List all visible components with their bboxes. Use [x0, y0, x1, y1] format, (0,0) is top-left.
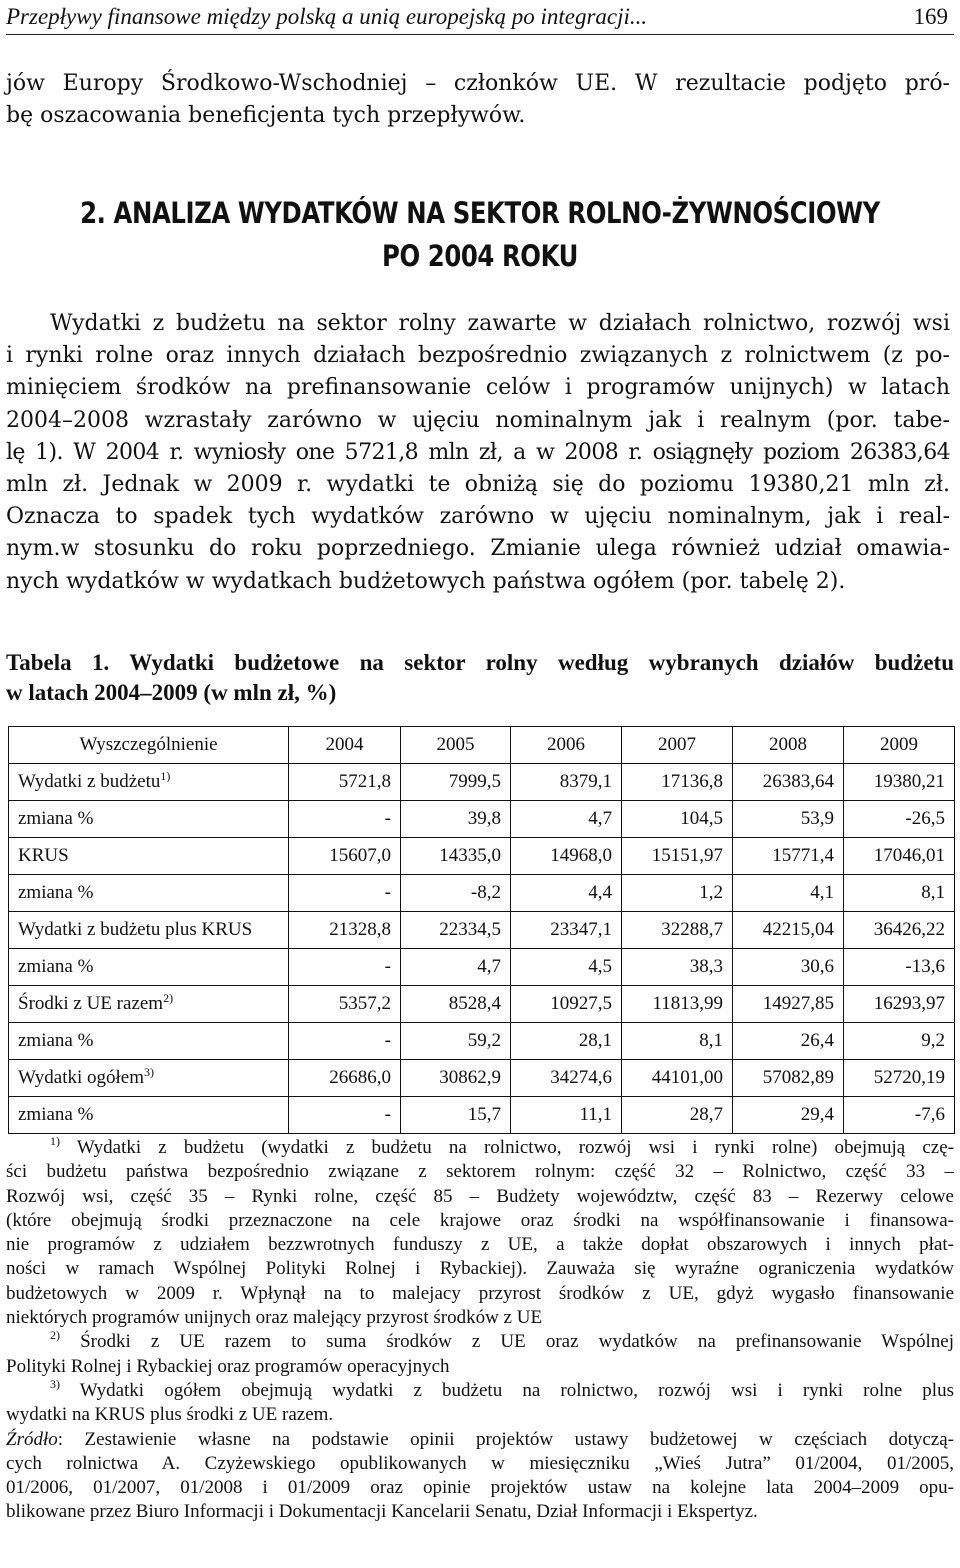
table-row: [9, 801, 955, 838]
row-label: [9, 764, 289, 801]
table-cell: 8,1: [622, 1023, 733, 1060]
table-body: [9, 764, 955, 1134]
footnotes: [6, 1136, 954, 1525]
table-cell: 15151,97: [622, 838, 733, 875]
table-cell: 16293,97: [844, 986, 955, 1023]
row-label: [9, 949, 289, 986]
source-label: Źródło: [6, 1428, 58, 1450]
row-label-text: zmiana %: [18, 1030, 94, 1051]
footnote-text: Wydatki ogółem obejmują wydatki z budżetu na rolnictwo, rozwój wsi i rynki rolne plus: [79, 1379, 954, 1401]
table-cell: -: [289, 1023, 401, 1060]
table-caption-line: w latach 2004–2009 (w mln zł, %): [6, 680, 337, 705]
table-cell: 4,7: [511, 801, 622, 838]
footnote-1-line: Rozwój wsi, część 35 – Rynki rolne, część 85 – Budżety województw, część 83 – Rezerwy celowe: [6, 1185, 954, 1207]
table-cell: 4,4: [511, 875, 622, 912]
table-cell: 28,1: [511, 1023, 622, 1060]
row-label: [9, 1097, 289, 1134]
footnote-marker: 1): [50, 1134, 60, 1148]
table-cell: 4,1: [733, 875, 844, 912]
row-label: [9, 912, 289, 949]
column-header: Wyszczególnienie: [9, 727, 289, 764]
row-label-text: Środki z UE razem: [18, 993, 164, 1014]
table-cell: 39,8: [401, 801, 511, 838]
table-cell: 14927,85: [733, 986, 844, 1023]
table-cell: 14335,0: [401, 838, 511, 875]
running-head-title: Przepływy finansowe między polską a unią europejską po integracji...: [6, 4, 648, 29]
table-cell: 19380,21: [844, 764, 955, 801]
intro-paragraph: [6, 68, 950, 132]
paragraph-line: Wydatki z budżetu na sektor rolny zawarte w działach rolnictwo, rozwój wsi: [50, 311, 950, 336]
table-cell: 42215,04: [733, 912, 844, 949]
table-cell: 10927,5: [511, 986, 622, 1023]
table-cell: 11,1: [511, 1097, 622, 1134]
column-header: 2006: [511, 727, 622, 764]
footnote-text: Środki z UE razem to suma środków z UE oraz wydatków na prefinansowanie Wspólnej: [80, 1331, 954, 1353]
source-text: : Zestawienie własne na podstawie opinii projektów ustawy budżetowej w częściach dotyczą-: [57, 1428, 954, 1450]
row-label-text: Wydatki ogółem: [18, 1067, 145, 1088]
table-cell: 1,2: [622, 875, 733, 912]
column-header: 2007: [622, 727, 733, 764]
table-cell: 8,1: [844, 875, 955, 912]
column-header: 2005: [401, 727, 511, 764]
source-line: [6, 1428, 954, 1452]
paragraph-line: 2004–2008 wzrastały zarówno w ujęciu nominalnym jak i realnym (por. tabe-: [6, 407, 950, 433]
row-label: [9, 875, 289, 912]
row-label: [9, 801, 289, 838]
page-number: 169: [913, 4, 948, 29]
table-row: [9, 1097, 955, 1134]
table-row: [9, 986, 955, 1023]
footnote-1-line: nie programów z udziałem bezzwrotnych funduszy z UE, a także dopłat obszarowych i innych płat-: [6, 1234, 954, 1256]
footnote-1-line: [6, 1136, 954, 1160]
section-title: 2. ANALIZA WYDATKÓW NA SEKTOR ROLNO-ŻYWNOŚCIOWY: [80, 196, 880, 230]
table-cell: 4,5: [511, 949, 622, 986]
table-cell: 36426,22: [844, 912, 955, 949]
column-header: 2008: [733, 727, 844, 764]
table-cell: 59,2: [401, 1023, 511, 1060]
table-cell: 57082,89: [733, 1060, 844, 1097]
footnote-marker: 2): [163, 991, 174, 1005]
footnote-marker: 3): [144, 1065, 155, 1079]
table-header-row: [9, 727, 955, 764]
table-cell: 26686,0: [289, 1060, 401, 1097]
row-label: [9, 986, 289, 1023]
table-cell: 32288,7: [622, 912, 733, 949]
table-cell: 14968,0: [511, 838, 622, 875]
footnote-1-line: ści budżetu państwa bezpośrednio związane z sektorem rolnym: część 32 – Rolnictwo, część 33 –: [6, 1161, 954, 1183]
table-cell: -: [289, 949, 401, 986]
section-title-continued: PO 2004 ROKU: [382, 239, 578, 273]
table-cell: 8379,1: [511, 764, 622, 801]
running-head: [6, 2, 954, 35]
table-cell: 15607,0: [289, 838, 401, 875]
paragraph-line: jów Europy Środkowo-Wschodniej – członków UE. W rezultacie podjęto pró-: [6, 71, 950, 96]
footnote-2-line: [6, 1330, 954, 1354]
row-label-text: zmiana %: [18, 808, 94, 829]
paragraph-line: nym.w stosunku do roku poprzedniego. Zmianie ulega również udział omawia-: [6, 536, 950, 562]
table-row: [9, 949, 955, 986]
table-cell: 15,7: [401, 1097, 511, 1134]
table-cell: 15771,4: [733, 838, 844, 875]
source-line: 01/2006, 01/2007, 01/2008 i 01/2009 oraz opinie projektów ustaw na kolejne lata 2004–2009 opu-: [6, 1477, 954, 1499]
source-line: cych rolnictwa A. Czyżewskiego opublikowanych w miesięczniku „Wieś Jutra” 01/2004, 01/2005,: [6, 1452, 954, 1474]
paragraph-line: i rynki rolne oraz innych działach bezpośrednio związanych z rolnictwem (z po-: [6, 343, 950, 369]
paragraph-line: lę 1). W 2004 r. wyniosły one 5721,8 mln zł, a w 2008 r. osiągnęły poziom 26383,64: [6, 439, 950, 465]
table-cell: 7999,5: [401, 764, 511, 801]
table-cell: 29,4: [733, 1097, 844, 1134]
table-cell: 26,4: [733, 1023, 844, 1060]
table-cell: 38,3: [622, 949, 733, 986]
row-label-text: zmiana %: [18, 1104, 94, 1125]
paragraph-line: bę oszacowania beneficjenta tych przepływów.: [6, 103, 526, 129]
table-cell: 5721,8: [289, 764, 401, 801]
footnote-3-line: [6, 1376, 954, 1403]
row-label: [9, 838, 289, 875]
table-cell: 22334,5: [401, 912, 511, 949]
table-cell: 17136,8: [622, 764, 733, 801]
footnote-2-line: Polityki Rolnej i Rybackiej oraz programów operacyjnych: [6, 1355, 450, 1377]
data-table: [8, 726, 955, 1134]
table-cell: -: [289, 1097, 401, 1134]
table-row: [9, 1023, 955, 1060]
table-cell: 5357,2: [289, 986, 401, 1023]
table-cell: 34274,6: [511, 1060, 622, 1097]
row-label-text: Wydatki z budżetu: [18, 771, 161, 792]
footnote-1-line: budżetowych w 2009 r. Wpłynął na to malejacy przyrost środków z UE, gdyż wygasło finansowanie: [6, 1282, 954, 1304]
paragraph-line: nych wydatków w wydatkach budżetowych państwa ogółem (por. tabelę 2).: [6, 568, 846, 594]
table-cell: 30862,9: [401, 1060, 511, 1097]
row-label-text: KRUS: [18, 845, 69, 866]
footnote-marker: 3): [50, 1376, 60, 1391]
column-header: 2009: [844, 727, 955, 764]
footnote-marker: 2): [50, 1328, 60, 1343]
row-label-text: zmiana %: [18, 882, 94, 903]
column-header: 2004: [289, 727, 401, 764]
table-cell: 11813,99: [622, 986, 733, 1023]
table-cell: 4,7: [401, 949, 511, 986]
table-cell: 52720,19: [844, 1060, 955, 1097]
body-paragraph: [6, 308, 950, 598]
table-cell: -7,6: [844, 1097, 955, 1134]
table-row: [9, 1060, 955, 1097]
footnote-marker: 1): [160, 769, 171, 783]
source-line: blikowane przez Biuro Informacji i Dokumentacji Kancelarii Senatu, Dział Informacji i Ekspertyz.: [6, 1501, 758, 1523]
row-label-text: zmiana %: [18, 956, 94, 977]
row-label-text: Wydatki z budżetu plus KRUS: [18, 919, 253, 940]
paragraph-line: Oznacza to spadek tych wydatków zarówno w ujęciu nominalnym, jak i real-: [6, 504, 950, 530]
footnote-1-line: (które obejmują środki przeznaczone na cele krajowe oraz środki na współfinansowanie i finansowa-: [6, 1209, 954, 1231]
table-cell: 8528,4: [401, 986, 511, 1023]
table-cell: 23347,1: [511, 912, 622, 949]
table-caption: [6, 648, 954, 708]
table-cell: -26,5: [844, 801, 955, 838]
table-cell: 26383,64: [733, 764, 844, 801]
table-row: [9, 875, 955, 912]
paragraph-line: mln zł. Jednak w 2009 r. wydatki te obniżą się do poziomu 19380,21 mln zł.: [6, 472, 950, 498]
table-cell: 30,6: [733, 949, 844, 986]
table-cell: 17046,01: [844, 838, 955, 875]
footnote-3-line: wydatki na KRUS plus środki z UE razem.: [6, 1404, 334, 1426]
table-cell: 53,9: [733, 801, 844, 838]
footnote-text: Wydatki z budżetu (wydatki z budżetu na rolnictwo, rozwój wsi i rynki rolne) obejmują czę-: [76, 1137, 954, 1158]
paragraph-line: minięciem środków na prefinansowanie celów i programów unijnych) w latach: [6, 375, 950, 401]
table-cell: 104,5: [622, 801, 733, 838]
row-label: [9, 1060, 289, 1097]
table-cell: 28,7: [622, 1097, 733, 1134]
table-row: [9, 838, 955, 875]
table-cell: 9,2: [844, 1023, 955, 1060]
table-caption-line: Tabela 1. Wydatki budżetowe na sektor rolny według wybranych działów budżetu: [6, 650, 954, 675]
table-cell: -8,2: [401, 875, 511, 912]
row-label: [9, 1023, 289, 1060]
table-cell: -13,6: [844, 949, 955, 986]
table-cell: -: [289, 801, 401, 838]
table-cell: 44101,00: [622, 1060, 733, 1097]
footnote-1-line: niektórych programów unijnych oraz malejący przyrost środków z UE: [6, 1307, 543, 1329]
footnote-1-line: ności w ramach Wspólnej Polityki Rolnej i Rybackiej). Zauważa się wyraźne ograniczenia wydatków: [6, 1258, 954, 1280]
table-row: [9, 912, 955, 949]
table-cell: 21328,8: [289, 912, 401, 949]
table-row: [9, 764, 955, 801]
table-cell: -: [289, 875, 401, 912]
